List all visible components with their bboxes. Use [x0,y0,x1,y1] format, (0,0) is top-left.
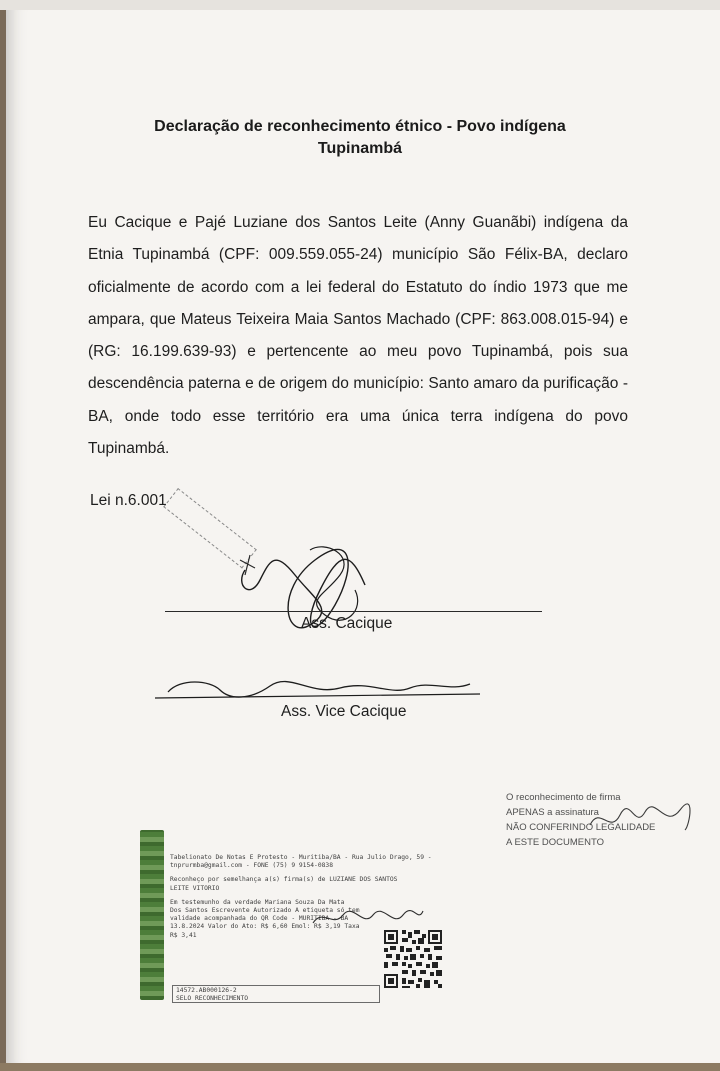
page-bottom-edge [0,1063,720,1071]
document-title: Declaração de reconhecimento étnico - Povo indígena Tupinambá [154,118,566,157]
certificate-witness: Em testemunho da verdade Mariana Souza Da Mata [170,898,345,906]
certificate-office: Tabelionato De Notas E Protesto - Muritiba/BA - Rua Julio Drago, 59 - [170,854,432,861]
certificate-witness: Dos Santos Escrevente Autorizado A etiqueta só tem [170,907,360,915]
qr-code-icon [384,930,442,988]
law-reference: Lei n.6.001 [90,492,167,509]
security-seal-strip [140,830,164,1000]
certificate-recognition: Reconheço por semelhança a(s) firma(s) de LUZIANE DOS SANTOS [170,876,398,884]
notary-note-line: O reconhecimento de firma [506,792,621,803]
notary-note-line: APENAS a assinatura [506,807,599,818]
certificate-office-contact: tnprurmba@gmail.com - FONE (75) 9 9154-0838 [170,862,334,870]
certificate-recognition-name: LEITE VITÓRIO [170,884,220,892]
cacique-signature-line [165,611,542,612]
page-top-edge [0,0,720,10]
notary-note-line: A ESTE DOCUMENTO [506,837,605,848]
declaration-body: Eu Cacique e Pajé Luziane dos Santos Leite (Anny Guanãbi) indígena da Etnia Tupinambá (CPF: 009.559.055-24) município São Félix-BA, declaro oficialmente de acordo com a lei federal do Estatuto do índio 1973 que me ampara, que Mateus Teixeira Maia Santos Machado (CPF: 863.008.015-94) e (RG: 16.199.639-93) e pertencente ao meu povo Tupinambá, pois sua descendência paterna e de origem do município: Santo amaro da purificação - BA, onde todo esse território era uma única terra indígena do povo Tupinambá. [88,214,628,458]
vice-cacique-signature-label: Ass. Vice Cacique [281,703,407,720]
seal-label: SELO RECONHECIMENTO [176,994,249,1002]
certificate-witness: R$ 3,41 [170,931,197,939]
notary-note-line: NÃO CONFERINDO LEGALIDADE [506,822,656,833]
seal-code-block [176,987,248,1002]
notary-handwriting [585,800,695,840]
cacique-signature-label: Ass. Cacique [301,615,393,632]
certificate-witness: 13.8.2024 Valor do Ato: R$ 6,60 Emol: R$ 3,19 Taxa [170,923,360,931]
seal-code: 14572.AB000126-2 [176,987,237,994]
certificate-witness: validade acompanhada do QR Code - MURITIBA - BA [170,915,349,923]
notary-clerk-signature [308,903,428,933]
